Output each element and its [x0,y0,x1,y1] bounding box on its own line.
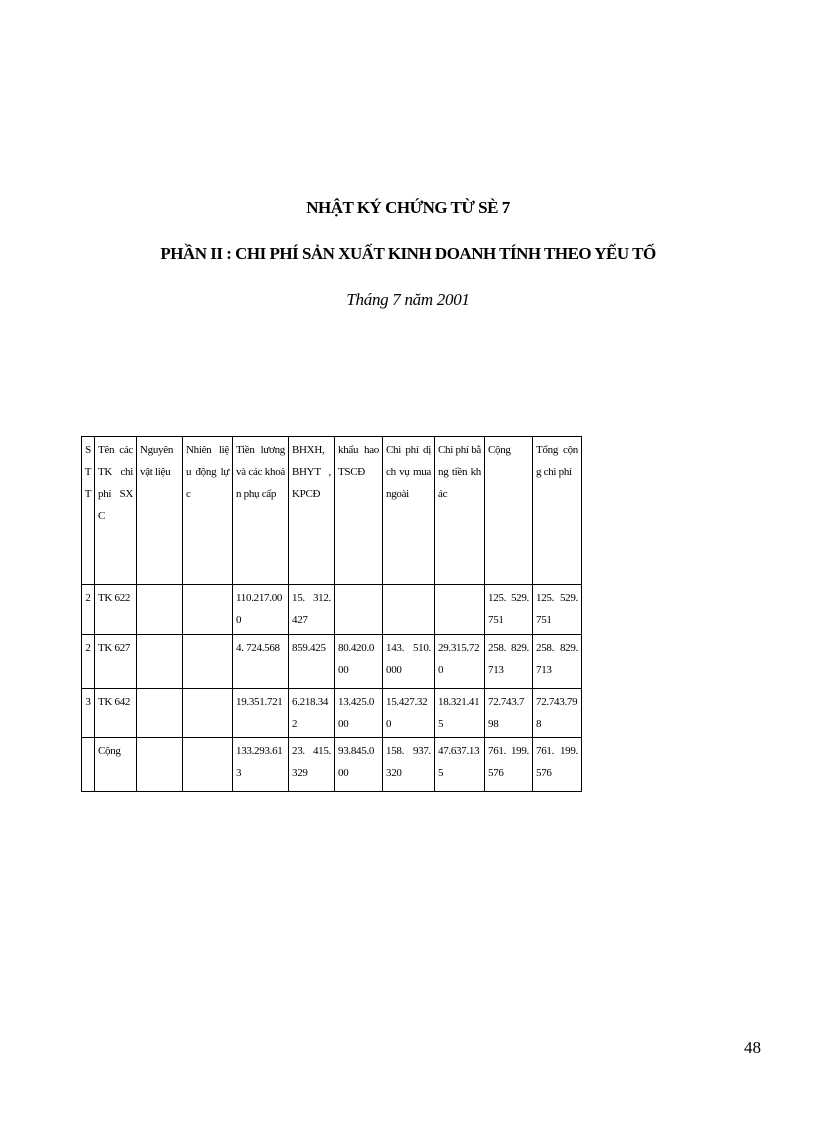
cell-grand-total: 72.743.798 [533,689,582,738]
header-other: Chi phí bằng tiền khác [435,437,485,585]
cell-stt [82,738,95,792]
header-stt-letter: T [84,488,92,500]
header-insurance: BHXH, BHYT , KPCĐ [289,437,335,585]
cell-salary: 133.293.613 [233,738,289,792]
document-subtitle: PHẦN II : CHI PHÍ SẢN XUẤT KINH DOANH TÍNH THEO YẾU TỐ [160,244,656,263]
cell-total: 258. 829. 713 [485,635,533,689]
header-stt-letter: S [85,444,91,456]
table-header-row [82,437,582,585]
cell-insurance: 23. 415. 329 [289,738,335,792]
cell-materials [137,585,183,635]
cell-grand-total: 125. 529. 751 [533,585,582,635]
cell-total: 72.743.798 [485,689,533,738]
cell-materials [137,689,183,738]
table-row [82,689,582,738]
document-title: NHẬT KÝ CHỨNG TỪ SÈ 7 [306,198,510,217]
table-row [82,635,582,689]
cost-table [81,436,582,792]
cell-materials [137,738,183,792]
header-services: Chi phí dịch vụ mua ngoài [383,437,435,585]
cell-salary: 19.351.721 [233,689,289,738]
cell-services: 143. 510. 000 [383,635,435,689]
cell-grand-total: 761. 199. 576 [533,738,582,792]
cell-other: 29.315.720 [435,635,485,689]
cell-fuel [183,635,233,689]
page-number: 48 [744,1038,761,1057]
table-row [82,585,582,635]
cell-services [383,585,435,635]
cell-salary: 110.217.000 [233,585,289,635]
cell-insurance: 6.218.342 [289,689,335,738]
cell-fuel [183,585,233,635]
cell-other [435,585,485,635]
cell-account: TK 642 [95,689,137,738]
cell-stt: 3 [82,689,95,738]
cell-insurance: 15. 312. 427 [289,585,335,635]
header-stt [82,437,95,585]
header-stt-letter: T [84,466,92,478]
table-row-total [82,738,582,792]
cell-stt: 2 [82,585,95,635]
cell-salary: 4. 724.568 [233,635,289,689]
cell-depreciation [335,585,383,635]
cell-total: 761. 199. 576 [485,738,533,792]
cell-account: TK 627 [95,635,137,689]
header-fuel: Nhiên liệu động lực [183,437,233,585]
header-depreciation: khấu hao TSCĐ [335,437,383,585]
cell-account: TK 622 [95,585,137,635]
header-total: Cộng [485,437,533,585]
cell-insurance: 859.425 [289,635,335,689]
cell-services: 15.427.320 [383,689,435,738]
document-date: Tháng 7 năm 2001 [346,290,470,309]
cell-depreciation: 13.425.000 [335,689,383,738]
cell-other: 47.637.135 [435,738,485,792]
cell-services: 158. 937. 320 [383,738,435,792]
header-account: Tên các TK chi phí SXC [95,437,137,585]
cell-depreciation: 80.420.000 [335,635,383,689]
cell-account: Cộng [95,738,137,792]
cell-other: 18.321.415 [435,689,485,738]
cell-total: 125. 529. 751 [485,585,533,635]
cell-stt: 2 [82,635,95,689]
header-grand-total: Tổng cộng chi phí [533,437,582,585]
header-salary: Tiền lương và các khoản phụ cấp [233,437,289,585]
cell-fuel [183,738,233,792]
cell-grand-total: 258. 829. 713 [533,635,582,689]
header-materials: Nguyên vật liệu [137,437,183,585]
cell-depreciation: 93.845.000 [335,738,383,792]
cell-materials [137,635,183,689]
cell-fuel [183,689,233,738]
